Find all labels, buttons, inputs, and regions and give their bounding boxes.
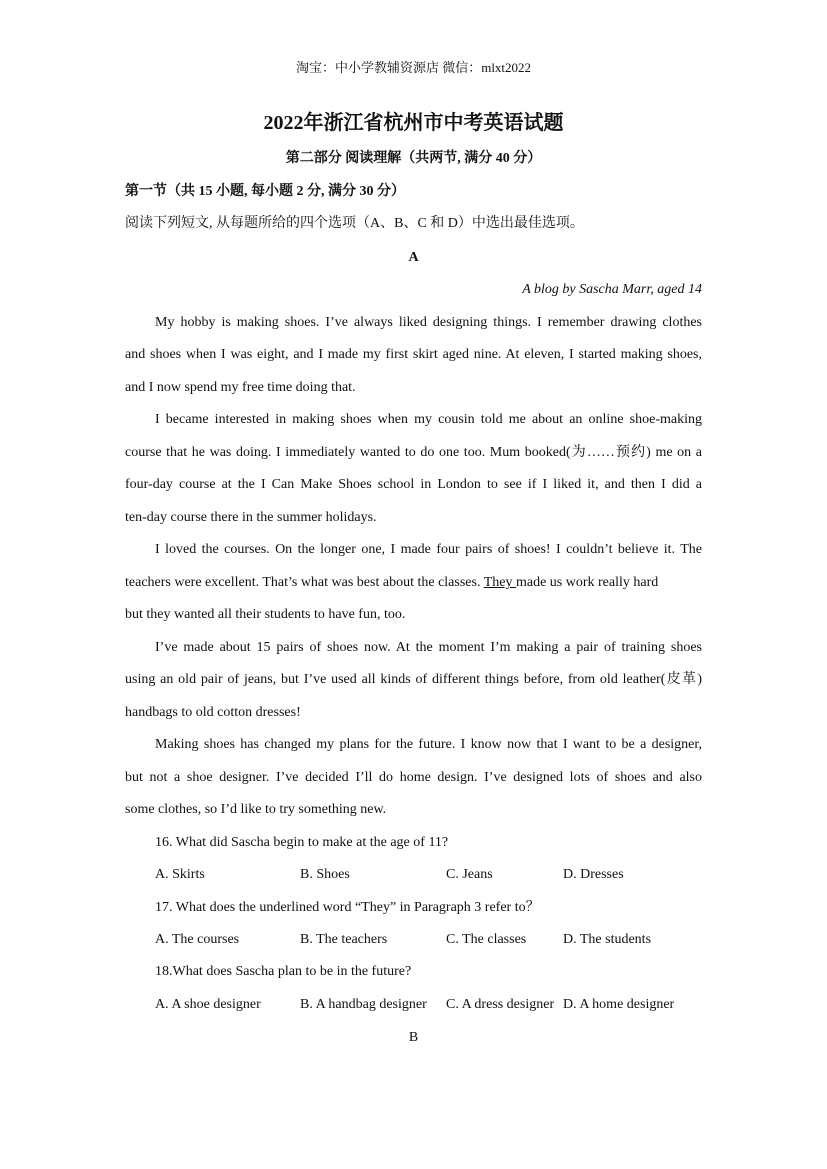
page-title: 2022年浙江省杭州市中考英语试题 [263,112,564,134]
paragraph-line: four-day course at the I Can Make Shoes school in London to see if I liked it, and then I did a [125,477,702,492]
question-stem: 17. What does the underlined word “They” in Paragraph 3 refer to？ [155,900,540,915]
option-d: D. The students [563,932,652,947]
paragraph-line-segment [125,574,658,592]
option-d: D. Dresses [563,867,624,882]
passage-a-label: A [408,250,419,265]
paragraph-line [125,574,702,592]
paragraph-line: handbags to old cotton dresses! [125,705,301,720]
paragraph-line: My hobby is making shoes. I’ve always liked designing things. I remember drawing clothes [155,315,702,330]
option-a: A. The courses [155,932,240,947]
paragraph-line: I became interested in making shoes when my cousin told me about an online shoe-making [155,412,702,427]
paragraph-line: but they wanted all their students to have fun, too. [125,607,406,622]
paragraph-line: using an old pair of jeans, but I’ve used all kinds of different things before, from old leather(皮革) [125,672,702,687]
option-b: B. The teachers [300,932,388,947]
instructions: 阅读下列短文, 从每题所给的四个选项（A、B、C 和 D）中选出最佳选项。 [125,216,584,231]
question-stem: 16. What did Sascha begin to make at the age of 11? [155,835,449,850]
option-b: B. Shoes [300,867,350,882]
paragraph-line: ten-day course there in the summer holidays. [125,510,377,525]
paragraph-line: and I now spend my free time doing that. [125,380,356,395]
paragraph-line: I’ve made about 15 pairs of shoes now. At the moment I’m making a pair of training shoes [155,640,702,655]
section-heading: 第一节（共 15 小题, 每小题 2 分, 满分 30 分） [125,184,405,199]
underlined-word-they: They [483,575,516,590]
option-a: A. A shoe designer [155,997,261,1012]
paragraph-line: Making shoes has changed my plans for the future. I know now that I want to be a designer, [155,737,702,752]
paragraph-line: but not a shoe designer. I’ve decided I’ll do home design. I’ve designed lots of shoes and also [125,770,702,785]
option-c: C. A dress designer [446,997,555,1012]
option-c: C. Jeans [446,867,493,882]
text-after-underline: made us work really hard [515,575,659,590]
part-heading: 第二部分 阅读理解（共两节, 满分 40 分） [285,151,542,166]
option-c: C. The classes [446,932,527,947]
option-a: A. Skirts [155,867,205,882]
blog-byline: A blog by Sascha Marr, aged 14 [522,282,702,297]
paragraph-line: and shoes when I was eight, and I made my first skirt aged nine. At eleven, I started making shoes, [125,347,702,362]
option-d: D. A home designer [563,997,675,1012]
passage-b-label: B [408,1030,419,1045]
paragraph-line: some clothes, so I’d like to try something new. [125,802,387,817]
text-before-underline: teachers were excellent. That’s what was best about the classes. [125,575,484,590]
paragraph-line: course that he was doing. I immediately wanted to do one too. Mum booked(为……预约) me on a [125,445,702,460]
option-b: B. A handbag designer [300,997,427,1012]
paragraph-line: I loved the courses. On the longer one, I made four pairs of shoes! I couldn’t believe it. The [155,542,702,557]
page-header: 淘宝：中小学教辅资源店 微信：mlxt2022 [295,60,532,75]
question-stem: 18.What does Sascha plan to be in the future? [155,964,412,979]
